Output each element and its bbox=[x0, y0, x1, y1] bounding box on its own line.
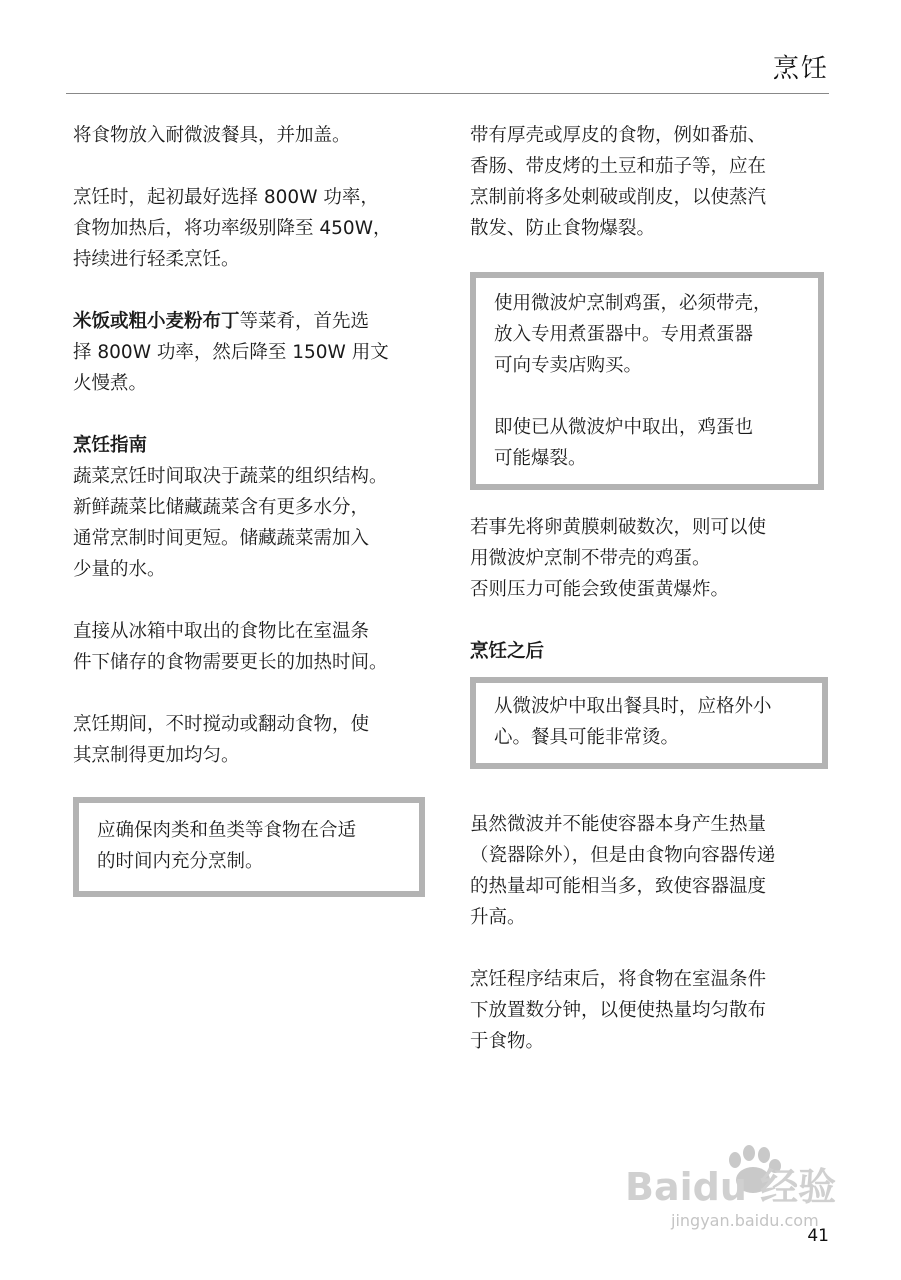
paragraph: 烹饪程序结束后，将食物在室温条件 下放置数分钟，以便使热量均匀散布 于食物。 bbox=[470, 969, 767, 1052]
paragraph-text: 等菜肴，首先选 择 800W 功率，然后降至 150W 用文 火慢煮。 bbox=[73, 311, 389, 394]
warning-text: 使用微波炉烹制鸡蛋，必须带壳， 放入专用煮蛋器中。专用煮蛋器 可向专卖店购买。 bbox=[494, 293, 772, 376]
bold-text: 米饭或粗小麦粉布丁 bbox=[73, 311, 240, 332]
paragraph: 虽然微波并不能使容器本身产生热量 （瓷器除外），但是由食物向容器传递 的热量却可能相当多，致使容器温度 升高。 bbox=[470, 814, 776, 928]
warning-text: 即使已从微波炉中取出，鸡蛋也 可能爆裂。 bbox=[494, 417, 754, 469]
header-divider bbox=[66, 93, 829, 94]
watermark-brand: Baidu 经验 bbox=[625, 1165, 837, 1209]
paragraph: 带有厚壳或厚皮的食物，例如番茄、 香肠、带皮烤的土豆和茄子等，应在 烹制前将多处刺破或削皮，以使蒸汽 散发、防止食物爆裂。 bbox=[470, 125, 767, 239]
section-heading: 烹饪指南 bbox=[73, 435, 148, 456]
warning-box bbox=[470, 677, 828, 769]
right-column bbox=[470, 120, 830, 1057]
left-column bbox=[73, 120, 443, 897]
paragraph: 蔬菜烹饪时间取决于蔬菜的组织结构。 新鲜蔬菜比储藏蔬菜含有更多水分， 通常烹制时间更短。储藏蔬菜需加入 少量的水。 bbox=[73, 466, 388, 580]
warning-box bbox=[470, 272, 824, 490]
paragraph: 烹饪时，起初最好选择 800W 功率， 食物加热后，将功率级别降至 450W， 持续进行轻柔烹饪。 bbox=[73, 187, 392, 270]
paragraph bbox=[73, 306, 443, 399]
section-heading: 烹饪之后 bbox=[470, 641, 545, 662]
paragraph: 烹饪期间，不时搅动或翻动食物，使 其烹制得更加均匀。 bbox=[73, 714, 370, 766]
page-number: 41 bbox=[807, 1226, 829, 1246]
paragraph: 若事先将卵黄膜刺破数次，则可以使 用微波炉烹制不带壳的鸡蛋。 否则压力可能会致使蛋黄爆炸。 bbox=[470, 517, 767, 600]
baidu-watermark bbox=[623, 1140, 843, 1230]
warning-text: 应确保肉类和鱼类等食物在合适 的时间内充分烹制。 bbox=[97, 820, 357, 872]
watermark-url: jingyan.baidu.com bbox=[671, 1211, 819, 1230]
paragraph: 将食物放入耐微波餐具，并加盖。 bbox=[73, 125, 351, 146]
warning-text: 从微波炉中取出餐具时，应格外小 心。餐具可能非常烫。 bbox=[494, 696, 772, 748]
warning-box bbox=[73, 797, 425, 897]
page-title: 烹饪 bbox=[772, 54, 829, 84]
paragraph: 直接从冰箱中取出的食物比在室温条 件下储存的食物需要更长的加热时间。 bbox=[73, 621, 388, 673]
